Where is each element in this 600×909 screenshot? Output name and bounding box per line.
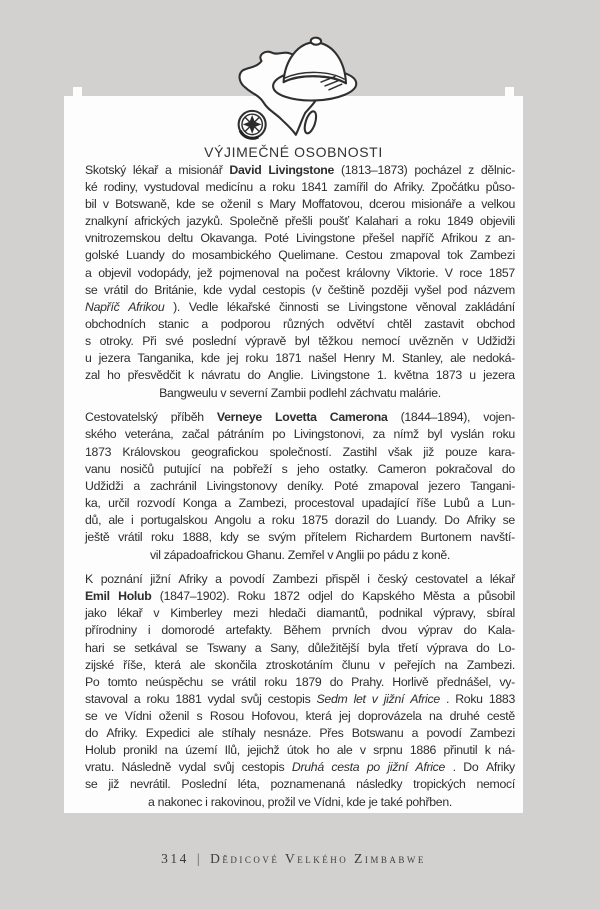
text-line: se ve Vídni oženil s Rosou Hofovou, která jej doprovázela na druhé cestě	[85, 708, 515, 723]
text-line: ještě vrátil roku 1888, kdy se svým přítelem Richardem Burtonem navští-	[85, 529, 515, 544]
text-line: Cestovatelský příběh Verneye Lovetta Camerona (1844–1894), vojen-	[85, 410, 515, 425]
text-line: vnitrozemskou deltu Okavanga. Poté Livingstone přešel napříč Afrikou z an-	[85, 231, 515, 246]
text-line: vanu nosičů putující na pobřeží s jeho ostatky. Cameron pokračoval do	[85, 461, 515, 476]
text-line: u jezera Tanganika, kde jej roku 1871 našel Henry M. Stanley, ale nedoká-	[85, 351, 515, 366]
book-page	[64, 96, 523, 813]
pith-helmet-icon	[271, 36, 360, 106]
text-line: se vrátil do Británie, kde vydal cestopis (v češtině později vyšel pod názvem	[85, 282, 515, 297]
footer-separator: |	[196, 851, 203, 866]
text-line: a nakonec i rakovinou, prožil ve Vídni, kde je také pohřben.	[148, 795, 452, 810]
text-line: K poznání jižní Afriky a povodí Zambezi přispěl i český cestovatel a lékař	[85, 572, 515, 587]
text-line: hari se setkával se Tswany a Sany, důležitější byla třetí výprava do Lo-	[85, 640, 515, 655]
text-line: bil v Botswaně, kde se oženil s Mary Moffatovou, dcerou misionáře a velkou	[85, 197, 515, 212]
body-text	[85, 163, 515, 811]
text-line: vratu. Následně vydal svůj cestopis Druhá cesta po jižní Africe . Do Afriky	[85, 760, 515, 775]
book-title: Dědicové Velkého Zimbabwe	[210, 851, 426, 866]
text-line: Holub pronikl na území Ilů, jejichž útok ho ale v srpnu 1886 přinutil k ná-	[85, 743, 515, 758]
text-line: obchodních stanic a podporou různých odvětví chtěl zastavit obchod	[85, 316, 515, 331]
text-line: stavoval a roku 1881 vydal svůj cestopis Sedm let v jižní Africe . Roku 1883	[85, 691, 515, 706]
corner-ornament-left	[73, 87, 82, 96]
corner-ornament-right	[505, 87, 514, 96]
page-footer	[64, 851, 523, 867]
text-line: se již nevrátil. Poslední léta, poznamenaná následky tropických nemocí	[85, 777, 515, 792]
chapter-heading: VÝJIMEČNÉ OSOBNOSTI	[204, 144, 383, 160]
text-line: Emil Holub (1847–1902). Roku 1872 odjel do Kapského Města a působil	[85, 589, 515, 604]
text-line: vil západoafrickou Ghanu. Zemřel v Anglii po pádu z koně.	[149, 548, 451, 563]
explorer-illustration	[232, 36, 368, 140]
text-line: zijské říše, která ale skončila ztroskotáním člunu v peřejích na Zambezi.	[85, 657, 515, 672]
text-line: přírodniny i domorodé artefakty. Během prvních dvou výprav do Kala-	[85, 623, 515, 638]
text-line: 1873 Královskou geografickou společností. Zastihl však již pouze kara-	[85, 444, 515, 459]
text-line: Bangweulu v severní Zambii podlehl záchvatu malárie.	[159, 386, 441, 401]
paragraph	[85, 410, 515, 564]
text-line: do Afriky. Expedici ale stíhaly nesnáze. Přes Botswanu a povodí Zambezi	[85, 726, 515, 740]
text-line: ského veterána, začal pátráním po Livingstonovi, za nímž byl vyslán roku	[85, 427, 515, 442]
text-line: golské Luandy do mosambického Quelimane. Cestou zmapoval tok Zambezi	[85, 248, 515, 263]
page-number: 314	[161, 851, 189, 866]
text-line: zal ho přesvědčit k návratu do Anglie. Livingstone 1. května 1873 u jezera	[85, 368, 515, 383]
text-line: Udžidži a zachránil Livingstonovy deníky. Poté zmapoval jezero Tangani-	[85, 478, 515, 493]
text-line: s otroky. Při své poslední výpravě byl těžkou nemocí uvězněn v Udžidži	[85, 333, 515, 348]
text-line: znalkyní afrických jazyků. Společně přešli poušť Kalahari a roku 1849 objevili	[85, 214, 515, 229]
text-line: dů, ale i portugalskou Angolu a roku 1875 dorazil do Luandy. Do Afriky se	[85, 512, 515, 527]
text-line: Napříč Afrikou ). Vedle lékařské činnosti se Livingstone věnoval zakládání	[85, 299, 515, 314]
text-line: ka, určil rozvodí Konga a Zambezi, procestoval upadající říše Lubů a Lun-	[85, 495, 515, 510]
text-line: jako lékař v Kimberley mezi hledači diamantů, podnikal výpravy, sbíral	[85, 606, 515, 621]
text-line: ké rodiny, vystudoval medicínu a roku 1841 zamířil do Afriky. Zpočátku půso-	[85, 180, 515, 195]
text-line: Po tomto neúspěchu se vrátil roku 1879 do Prahy. Horlivě přednášel, vy-	[85, 674, 515, 689]
compass-icon	[239, 111, 266, 138]
paragraph	[85, 572, 515, 811]
text-line: Skotský lékař a misionář David Livingstone (1813–1873) pocházel z dělnic-	[85, 163, 515, 177]
text-line: a objevil vodopády, jež pojmenoval na počest královny Viktorie. V roce 1857	[85, 265, 515, 280]
paragraph	[85, 163, 515, 402]
